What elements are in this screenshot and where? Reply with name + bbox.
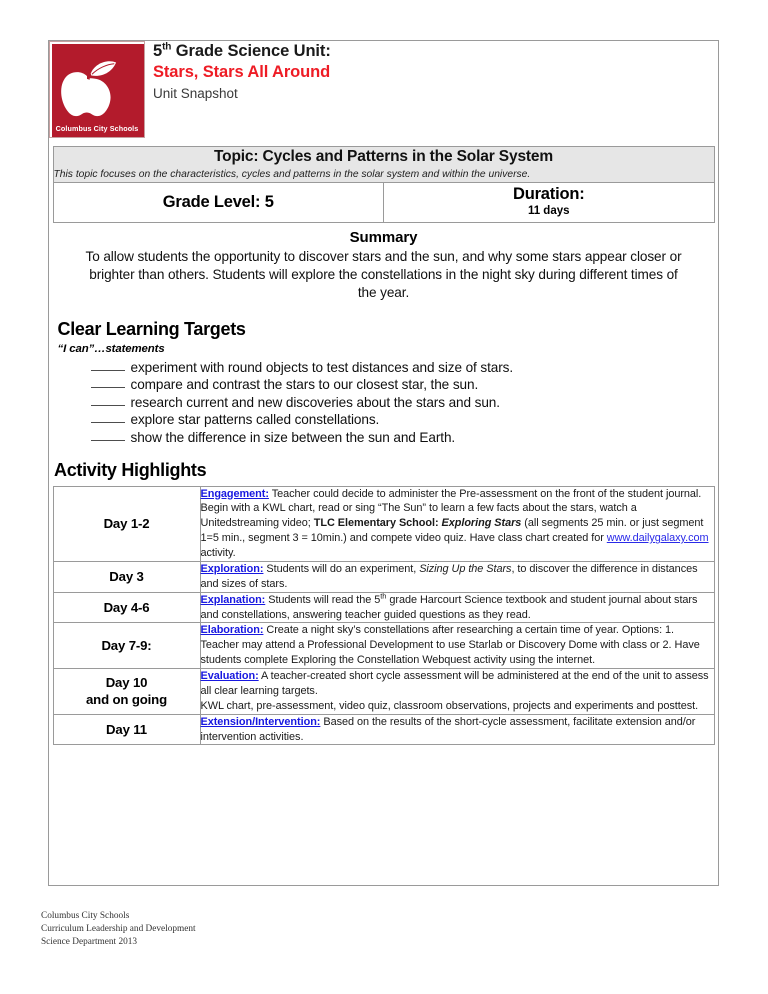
activity-description: [200, 592, 714, 623]
learning-targets-heading: Clear Learning Targets: [57, 319, 246, 340]
activity-description: [200, 623, 714, 669]
activity-description: [200, 486, 714, 561]
exploration-link[interactable]: Exploration:: [200, 562, 264, 575]
learning-target-item: [91, 411, 715, 429]
activity-text: (all segments 25 min. or just segment 1=5 min., segment 3 = 10min.) and compete video quiz. Have class chart created for: [200, 517, 704, 545]
learning-target-text: explore star patterns called constellations.: [130, 412, 380, 428]
table-row: [53, 592, 714, 623]
logo-cell: [49, 41, 153, 138]
topic-title: Topic: Cycles and Patterns in the Solar System: [213, 148, 554, 165]
explanation-link[interactable]: Explanation:: [200, 593, 266, 606]
learning-target-item: [91, 359, 715, 377]
day-label: Day 3: [53, 561, 200, 592]
activity-bold-text: TLC Elementary School:: [313, 517, 439, 530]
grade-level-cell: [53, 182, 384, 222]
activity-bold-italic-text: Exploring Stars: [441, 517, 522, 530]
day-label: Day 4-6: [53, 592, 200, 623]
columbus-city-schools-logo: [49, 41, 145, 138]
elaboration-link[interactable]: Elaboration:: [200, 624, 264, 637]
grade-number: 5: [153, 42, 163, 60]
blank-line: [91, 370, 125, 371]
activity-description: [200, 669, 714, 715]
duration-label: Duration:: [512, 185, 585, 204]
activity-text: Students will read the 5: [265, 593, 381, 606]
day-label-line-1: Day 10: [105, 674, 148, 690]
table-row: [53, 561, 714, 592]
activity-text: Teacher could decide to administer the Pre-assessment on the front of the student journal. Begin with a KWL chart, read or sing “The Sun” to learn a few facts about the stars, watch a Unitedstreaming video;: [200, 487, 702, 530]
unit-title-line: [153, 41, 718, 62]
blank-line: [91, 440, 125, 441]
activity-highlights-table: [53, 486, 715, 746]
day-label: Day 11: [53, 714, 200, 745]
unit-title-rest: Grade Science Unit:: [171, 42, 331, 60]
unit-subtitle: Unit Snapshot: [153, 85, 238, 101]
title-cell: [153, 41, 718, 138]
grade-ordinal-suffix: th: [162, 41, 172, 53]
document-footer: [41, 910, 196, 950]
activity-text: Based on the results of the short-cycle assessment, facilitate extension and/or intervention activities.: [200, 715, 696, 743]
blank-line: [91, 387, 125, 388]
day-label-line-2: and on going: [86, 692, 167, 708]
day-label: Day 1-2: [53, 486, 200, 561]
learning-target-item: [91, 394, 715, 412]
learning-target-text: research current and new discoveries about the stars and sun.: [130, 394, 500, 410]
activity-text: Create a night sky’s constellations after researching a certain time of year. Options: 1. Teacher may attend a Professional Development to use Starlab or Discovery Dome with class or 2. Have students complete Exploring the Constellation Webquest activity using the internet.: [200, 624, 700, 667]
learning-targets-list: [58, 359, 715, 447]
table-row: [53, 623, 714, 669]
topic-row: [53, 147, 714, 183]
topic-description: This topic focuses on the characteristics, cycles and patterns in the solar system and within the universe.: [53, 169, 531, 181]
extension-intervention-link[interactable]: Extension/Intervention:: [200, 715, 321, 728]
learning-target-text: compare and contrast the stars to our closest star, the sun.: [130, 377, 479, 393]
duration-cell: [384, 182, 715, 222]
activity-italic-text: Sizing Up the Stars: [419, 562, 512, 575]
footer-line-2: Curriculum Leadership and Development: [41, 924, 196, 935]
topic-table: [53, 146, 715, 223]
learning-targets-block: [53, 318, 715, 446]
footer-line-3: Science Department 2013: [41, 937, 138, 948]
blank-line: [91, 422, 125, 423]
ordinal-suffix: th: [380, 591, 387, 601]
duration-value: 11 days: [527, 205, 570, 218]
logo-label: Columbus City Schools: [55, 124, 139, 133]
grade-duration-row: [53, 182, 714, 222]
day-label: [53, 669, 200, 715]
summary-block: [53, 227, 715, 302]
learning-target-text: show the difference in size between the sun and Earth.: [130, 429, 456, 445]
table-row: [53, 669, 714, 715]
engagement-link[interactable]: Engagement:: [200, 487, 269, 500]
table-row: [53, 714, 714, 745]
learning-target-text: experiment with round objects to test distances and size of stars.: [130, 359, 514, 375]
document-page: [48, 40, 719, 886]
unit-name: Stars, Stars All Around: [153, 63, 331, 82]
footer-line-1: Columbus City Schools: [41, 911, 130, 921]
learning-target-item: [91, 376, 715, 394]
activity-text: , to discover the difference in distances and sizes of stars.: [200, 562, 698, 590]
dailygalaxy-link[interactable]: www.dailygalaxy.com: [606, 532, 709, 545]
summary-heading: Summary: [349, 228, 418, 246]
day-label: Day 7-9:: [53, 623, 200, 669]
blank-line: [91, 405, 125, 406]
activity-text: Students will do an experiment,: [263, 562, 420, 575]
header-block: [49, 41, 718, 138]
i-can-subheading: “I can”…statements: [57, 342, 165, 355]
activity-description: [200, 561, 714, 592]
topic-cell: [53, 147, 714, 183]
activity-text: activity.: [200, 547, 236, 560]
apple-icon: [56, 60, 118, 122]
learning-target-item: [91, 429, 715, 447]
summary-body: To allow students the opportunity to discover stars and the sun, and why some stars appear closer or brighter than others. Students will explore the constellations in the night sky during different times of the year.: [85, 248, 682, 301]
activity-text: grade Harcourt Science textbook and student journal about stars and constellations, answering teacher guided questions as they read.: [200, 593, 698, 621]
activity-highlights-heading: Activity Highlights: [54, 460, 207, 481]
table-row: [53, 486, 714, 561]
activity-text: A teacher-created short cycle assessment will be administered at the end of the unit to assess all clear learning targets.: [200, 670, 709, 697]
evaluation-link[interactable]: Evaluation:: [200, 670, 259, 683]
grade-level-label: Grade Level: 5: [162, 192, 274, 211]
activity-text-secondary: KWL chart, pre-assessment, video quiz, classroom observations, projects and experiments and posttest.: [200, 699, 699, 712]
activity-description: [200, 714, 714, 745]
